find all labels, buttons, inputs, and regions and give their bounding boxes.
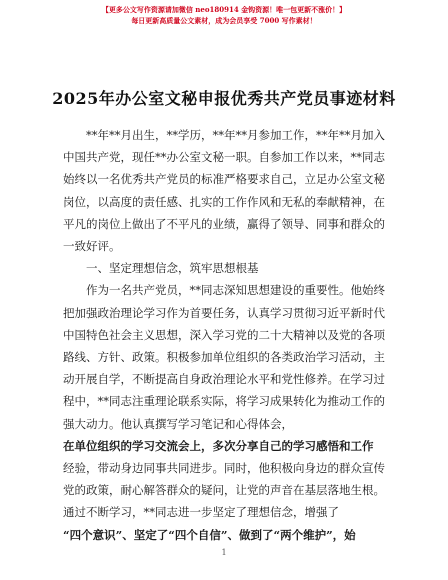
banner-line-1: 【更多公文写作资源请加微信 neo180914 金钩资源！唯一包更新不涨价！】 (101, 5, 347, 14)
body-paragraph-continued: 经验，带动身边同事共同进步。同时，他积极向身边的群众宣传党的政策，耐心解答群众的疑问，让党的声音在基层落地生根。通过不断学习，**同志进一步坚定了理想信念，增强了 (63, 461, 385, 520)
banner-line-2: 每日更新高质量公文素材，成为会员享受 7000 写作素材！ (131, 16, 317, 25)
resource-banner (0, 4, 448, 26)
page-number: 1 (221, 548, 227, 557)
bold-line: 在单位组织的学习交流会上，多次分享自己的学习感悟和工作 (63, 438, 374, 453)
document-title: 2025年办公室文秘申报优秀共产党员事迹材料 (52, 89, 396, 108)
intro-paragraph: **年**月出生，**学历，**年**月参加工作，**年**月加入中国共产党，现任**办公室文秘一职。自参加工作以来，**同志始终以一名优秀共产党员的标准严格要求自己，立足办公室文秘岗位，以高度的责任感、扎实的工作作风和无私的奉献精神，在平凡的岗位上做出了不平凡的业绩，赢得了领导、同事和群众的一致好评。 (63, 128, 385, 254)
bold-line-end: “四个意识”、坚定了“四个自信”、做到了“两个维护”，始 (63, 527, 356, 542)
body-paragraph: 作为一名共产党员，**同志深知思想建设的重要性。他始终把加强政治理论学习作为首要任务，认真学习贯彻习近平新时代中国特色社会主义思想，深入学习党的二十大精神以及党的各项路线、方针、政策。积极参加单位组织的各类政治学习活动，主动开展自学，不断提高自身政治理论水平和党性修养。在学习过程中，**同志注重理论联系实际，将学习成果转化为推动工作的强大动力。他认真撰写学习笔记和心得体会， (63, 283, 385, 431)
section-heading: 一、坚定理想信念，筑牢思想根基 (86, 261, 259, 276)
document-body (63, 124, 385, 546)
